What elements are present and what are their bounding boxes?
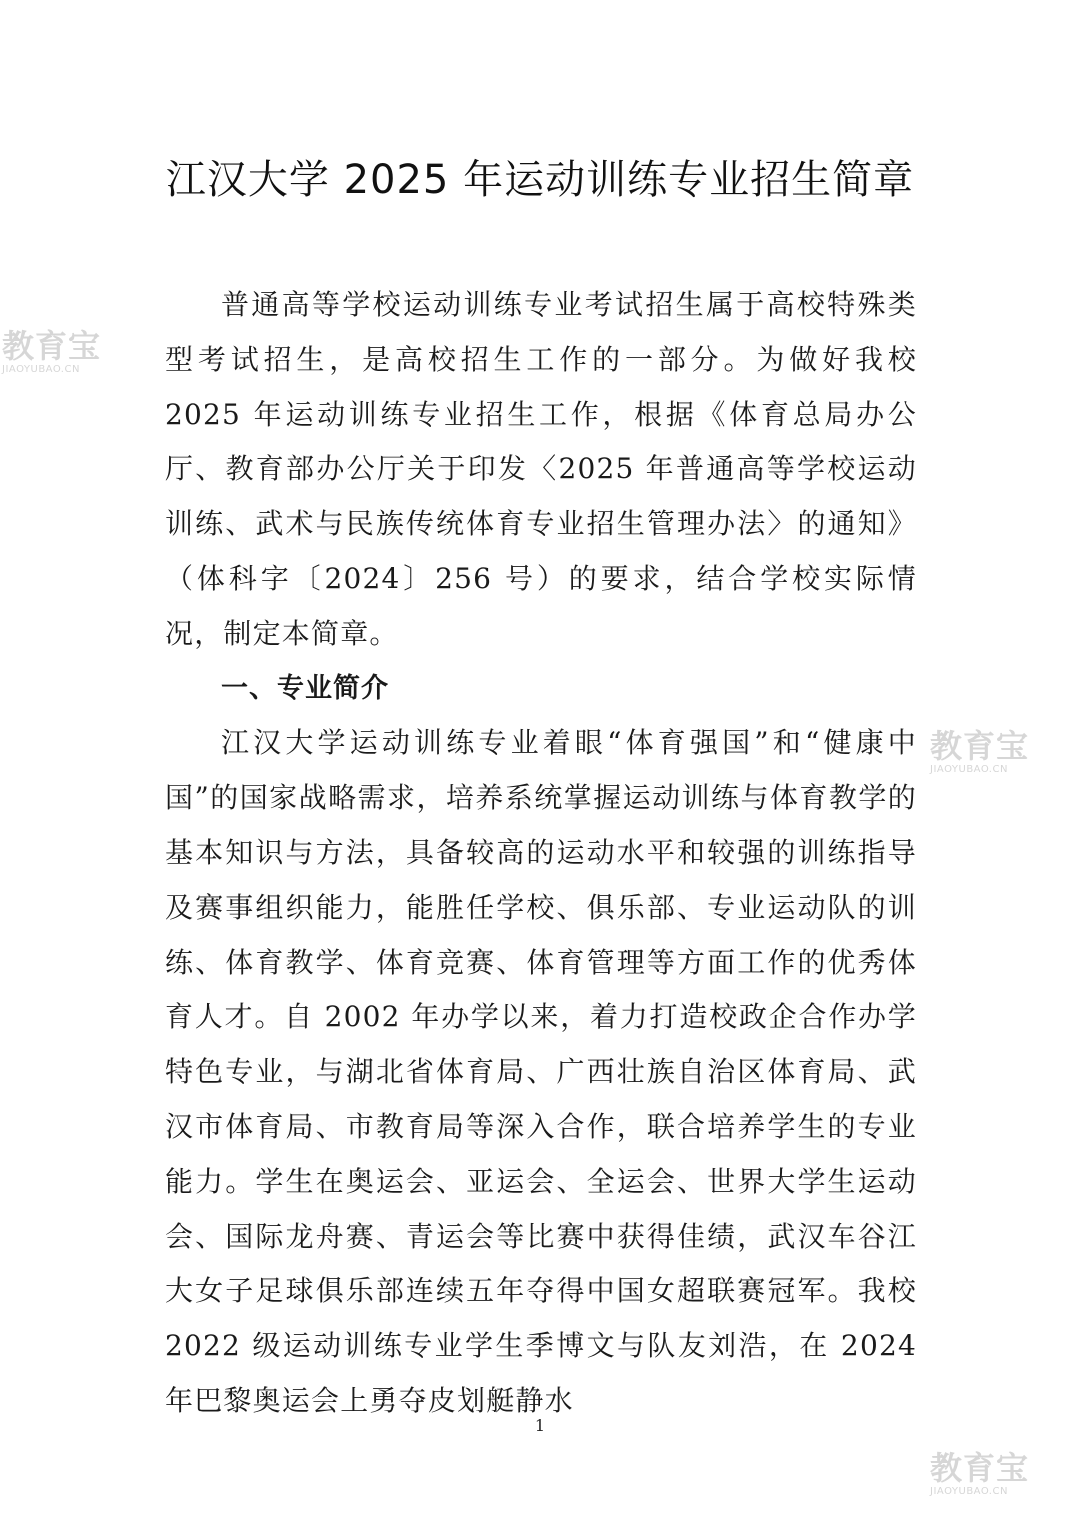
major-intro-paragraph: 江汉大学运动训练专业着眼“体育强国”和“健康中国”的国家战略需求，培养系统掌握运动训练与体育教学的基本知识与方法，具备较高的运动水平和较强的训练指导及赛事组织能力，能胜任学校、俱乐部、专业运动队的训练、体育教学、体育竞赛、体育管理等方面工作的优秀体育人才。自 2002 年办学以来，着力打造校政企合作办学特色专业，与湖北省体育局、广西壮族自治区体育局、武汉市体育局、市教育局等深入合作，联合培养学生的专业能力。学生在奥运会、亚运会、全运会、世界大学生运动会、国际龙舟赛、青运会等比赛中获得佳绩，武汉车谷江大女子足球俱乐部连续五年夺得中国女超联赛冠军。我校 2022 级运动训练专业学生季博文与队友刘浩，在 2024 年巴黎奥运会上勇夺皮划艇静水	[165, 726, 917, 1417]
watermark-logo	[930, 1450, 1060, 1506]
watermark-url-text: JIAOYUBAO.CN	[2, 364, 80, 375]
page-number: 1	[534, 1416, 546, 1435]
watermark-logo-text: 教育宝	[2, 327, 102, 365]
watermark-url-text: JIAOYUBAO.CN	[930, 764, 1008, 775]
document-body	[165, 278, 917, 1429]
watermark-logo	[2, 328, 132, 384]
section-heading-major-intro: 一、专业简介	[221, 672, 389, 704]
watermark-logo	[930, 728, 1060, 784]
watermark-url-text: JIAOYUBAO.CN	[930, 1486, 1008, 1497]
watermark-logo-text: 教育宝	[930, 727, 1030, 765]
watermark-logo-text: 教育宝	[930, 1449, 1030, 1487]
intro-paragraph: 普通高等学校运动训练专业考试招生属于高校特殊类型考试招生，是高校招生工作的一部分。为做好我校 2025 年运动训练专业招生工作，根据《体育总局办公厅、教育部办公厅关于印发〈2025 年普通高等学校运动训练、武术与民族传统体育专业招生管理办法〉的通知》（体科字〔2024〕256 号）的要求，结合学校实际情况，制定本简章。	[165, 288, 917, 650]
document-title: 江汉大学 2025 年运动训练专业招生简章	[165, 157, 915, 203]
